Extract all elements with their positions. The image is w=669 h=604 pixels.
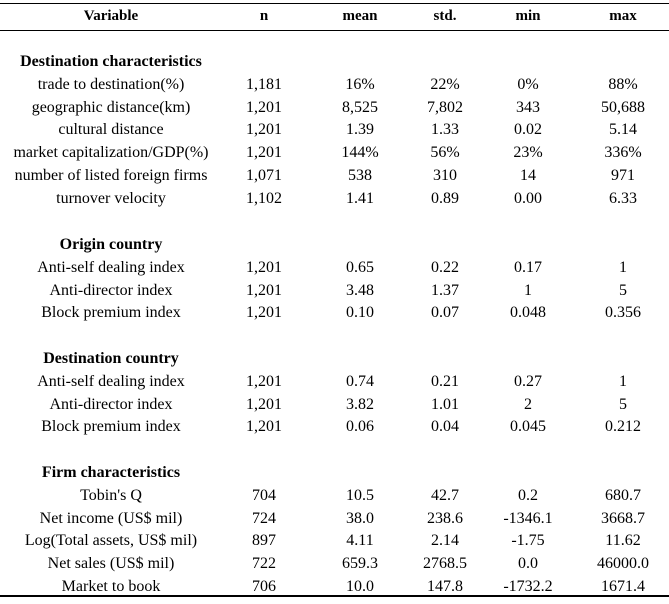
header-std: std. <box>433 8 457 24</box>
cell-n: 1,201 <box>246 418 282 436</box>
cell-max: 88% <box>608 75 638 93</box>
table-row <box>0 507 669 530</box>
cell-n: 722 <box>252 555 276 573</box>
cell-max: 6.33 <box>609 189 637 207</box>
cell-std: 0.07 <box>431 304 459 322</box>
cell-variable: Tobin's Q <box>80 486 142 504</box>
cell-max: 5.14 <box>609 121 637 139</box>
cell-n: 706 <box>252 578 276 595</box>
cell-max: 680.7 <box>605 486 641 504</box>
cell-variable: Anti-director index <box>49 395 173 413</box>
cell-variable: Anti-director index <box>49 281 173 299</box>
cell-min: 14 <box>520 167 536 184</box>
cell-mean: 38.0 <box>346 509 374 527</box>
cell-std: 2768.5 <box>423 555 467 573</box>
cell-mean: 3.82 <box>346 395 374 413</box>
cell-min: -1732.2 <box>503 578 553 595</box>
cell-n: 1,102 <box>246 189 282 207</box>
cell-std: 0.04 <box>431 418 459 436</box>
cell-mean: 144% <box>341 144 379 162</box>
cell-max: 336% <box>604 144 642 162</box>
cell-min: -1346.1 <box>503 509 553 527</box>
cell-mean: 0.06 <box>346 418 374 436</box>
cell-variable: trade to destination(%) <box>37 75 185 93</box>
section-title: Destination country <box>43 350 179 367</box>
cell-n: 1,201 <box>246 395 282 413</box>
table-row <box>0 415 669 438</box>
cell-min: 0.02 <box>514 121 542 139</box>
cell-variable: cultural distance <box>58 121 164 139</box>
cell-mean: 659.3 <box>342 555 378 573</box>
section-header <box>0 347 669 370</box>
cell-min: 0.0 <box>518 555 538 573</box>
cell-min: 0% <box>517 75 539 93</box>
table-row <box>0 301 669 324</box>
cell-variable: Block premium index <box>41 304 181 322</box>
cell-std: 1.37 <box>431 281 459 299</box>
cell-min: 0.048 <box>510 304 546 322</box>
header-max: max <box>609 8 637 24</box>
cell-min: 0.17 <box>514 258 542 276</box>
cell-max: 971 <box>611 167 635 184</box>
cell-min: 343 <box>516 98 540 116</box>
cell-variable: number of listed foreign firms <box>14 167 208 184</box>
cell-mean: 8,525 <box>342 98 378 116</box>
cell-variable: Log(Total assets, US$ mil) <box>24 532 198 550</box>
cell-mean: 16% <box>345 75 375 93</box>
section-title: Destination characteristics <box>20 53 202 70</box>
cell-mean: 10.0 <box>346 578 374 595</box>
table-row <box>0 141 669 164</box>
cell-variable: Net income (US$ mil) <box>39 509 183 527</box>
cell-max: 3668.7 <box>601 509 645 527</box>
table-row <box>0 118 669 141</box>
cell-mean: 1.41 <box>346 189 374 207</box>
cell-max: 0.212 <box>605 418 641 436</box>
cell-n: 1,201 <box>246 144 282 162</box>
cell-max: 0.356 <box>605 304 641 322</box>
table-row <box>0 164 669 187</box>
cell-min: -1.75 <box>511 532 545 550</box>
cell-mean: 538 <box>348 167 372 184</box>
cell-max: 46000.0 <box>597 555 649 573</box>
cell-n: 1,201 <box>246 258 282 276</box>
cell-variable: Market to book <box>61 578 161 595</box>
cell-n: 1,201 <box>246 304 282 322</box>
table-row <box>0 96 669 119</box>
header-min: min <box>515 8 541 24</box>
cell-n: 1,201 <box>246 121 282 139</box>
table-top-rule <box>0 3 669 4</box>
table-row <box>0 575 669 598</box>
cell-variable: Anti-self dealing index <box>37 372 185 390</box>
table-row <box>0 393 669 416</box>
cell-n: 1,201 <box>246 98 282 116</box>
table-row <box>0 73 669 96</box>
cell-min: 0.045 <box>510 418 546 436</box>
cell-min: 1 <box>524 281 532 299</box>
cell-variable: Net sales (US$ mil) <box>47 555 175 573</box>
cell-std: 310 <box>433 167 457 184</box>
cell-std: 0.21 <box>431 372 459 390</box>
table-row <box>0 187 669 210</box>
cell-n: 897 <box>252 532 276 550</box>
cell-mean: 0.74 <box>346 372 374 390</box>
cell-max: 1 <box>619 258 627 276</box>
section-header <box>0 50 669 73</box>
cell-variable: turnover velocity <box>56 189 166 207</box>
cell-std: 1.33 <box>431 121 459 139</box>
section-title: Firm characteristics <box>41 464 181 481</box>
cell-min: 2 <box>524 395 532 413</box>
cell-std: 2.14 <box>431 532 459 550</box>
cell-std: 0.89 <box>431 189 459 207</box>
cell-mean: 1.39 <box>346 121 374 139</box>
cell-std: 42.7 <box>431 486 459 504</box>
cell-n: 1,071 <box>246 167 282 184</box>
table-row <box>0 256 669 279</box>
cell-std: 147.8 <box>427 578 463 595</box>
table-row <box>0 370 669 393</box>
header-variable: Variable <box>83 8 139 24</box>
table-row <box>0 552 669 575</box>
cell-mean: 3.48 <box>346 281 374 299</box>
cell-std: 56% <box>430 144 460 162</box>
cell-variable: geographic distance(km) <box>31 98 191 116</box>
section-header <box>0 461 669 484</box>
cell-max: 11.62 <box>605 532 641 550</box>
cell-std: 1.01 <box>431 395 459 413</box>
table-header-rule <box>0 30 669 31</box>
cell-min: 0.2 <box>518 486 538 504</box>
cell-mean: 0.65 <box>346 258 374 276</box>
cell-variable: Block premium index <box>41 418 181 436</box>
header-n: n <box>259 8 269 24</box>
cell-n: 1,201 <box>246 281 282 299</box>
cell-n: 1,181 <box>246 75 282 93</box>
cell-min: 0.27 <box>514 372 542 390</box>
cell-n: 1,201 <box>246 372 282 390</box>
cell-min: 0.00 <box>514 189 542 207</box>
cell-std: 0.22 <box>431 258 459 276</box>
cell-max: 50,688 <box>601 98 645 116</box>
cell-max: 1671.4 <box>601 578 645 595</box>
cell-min: 23% <box>513 144 543 162</box>
cell-max: 5 <box>619 395 627 413</box>
cell-n: 724 <box>252 509 276 527</box>
table-row <box>0 529 669 552</box>
cell-variable: Anti-self dealing index <box>37 258 185 276</box>
table-row <box>0 279 669 302</box>
header-mean: mean <box>342 8 378 24</box>
cell-max: 5 <box>619 281 627 299</box>
cell-max: 1 <box>619 372 627 390</box>
section-title: Origin country <box>59 236 163 253</box>
table-row <box>0 484 669 507</box>
cell-mean: 0.10 <box>346 304 374 322</box>
cell-variable: market capitalization/GDP(%) <box>13 144 209 162</box>
cell-n: 704 <box>252 486 276 504</box>
cell-std: 22% <box>430 75 460 93</box>
cell-std: 238.6 <box>427 509 463 527</box>
cell-mean: 4.11 <box>346 532 374 550</box>
cell-std: 7,802 <box>427 98 463 116</box>
cell-mean: 10.5 <box>346 486 374 504</box>
table-header-row <box>0 5 669 28</box>
section-header <box>0 233 669 256</box>
